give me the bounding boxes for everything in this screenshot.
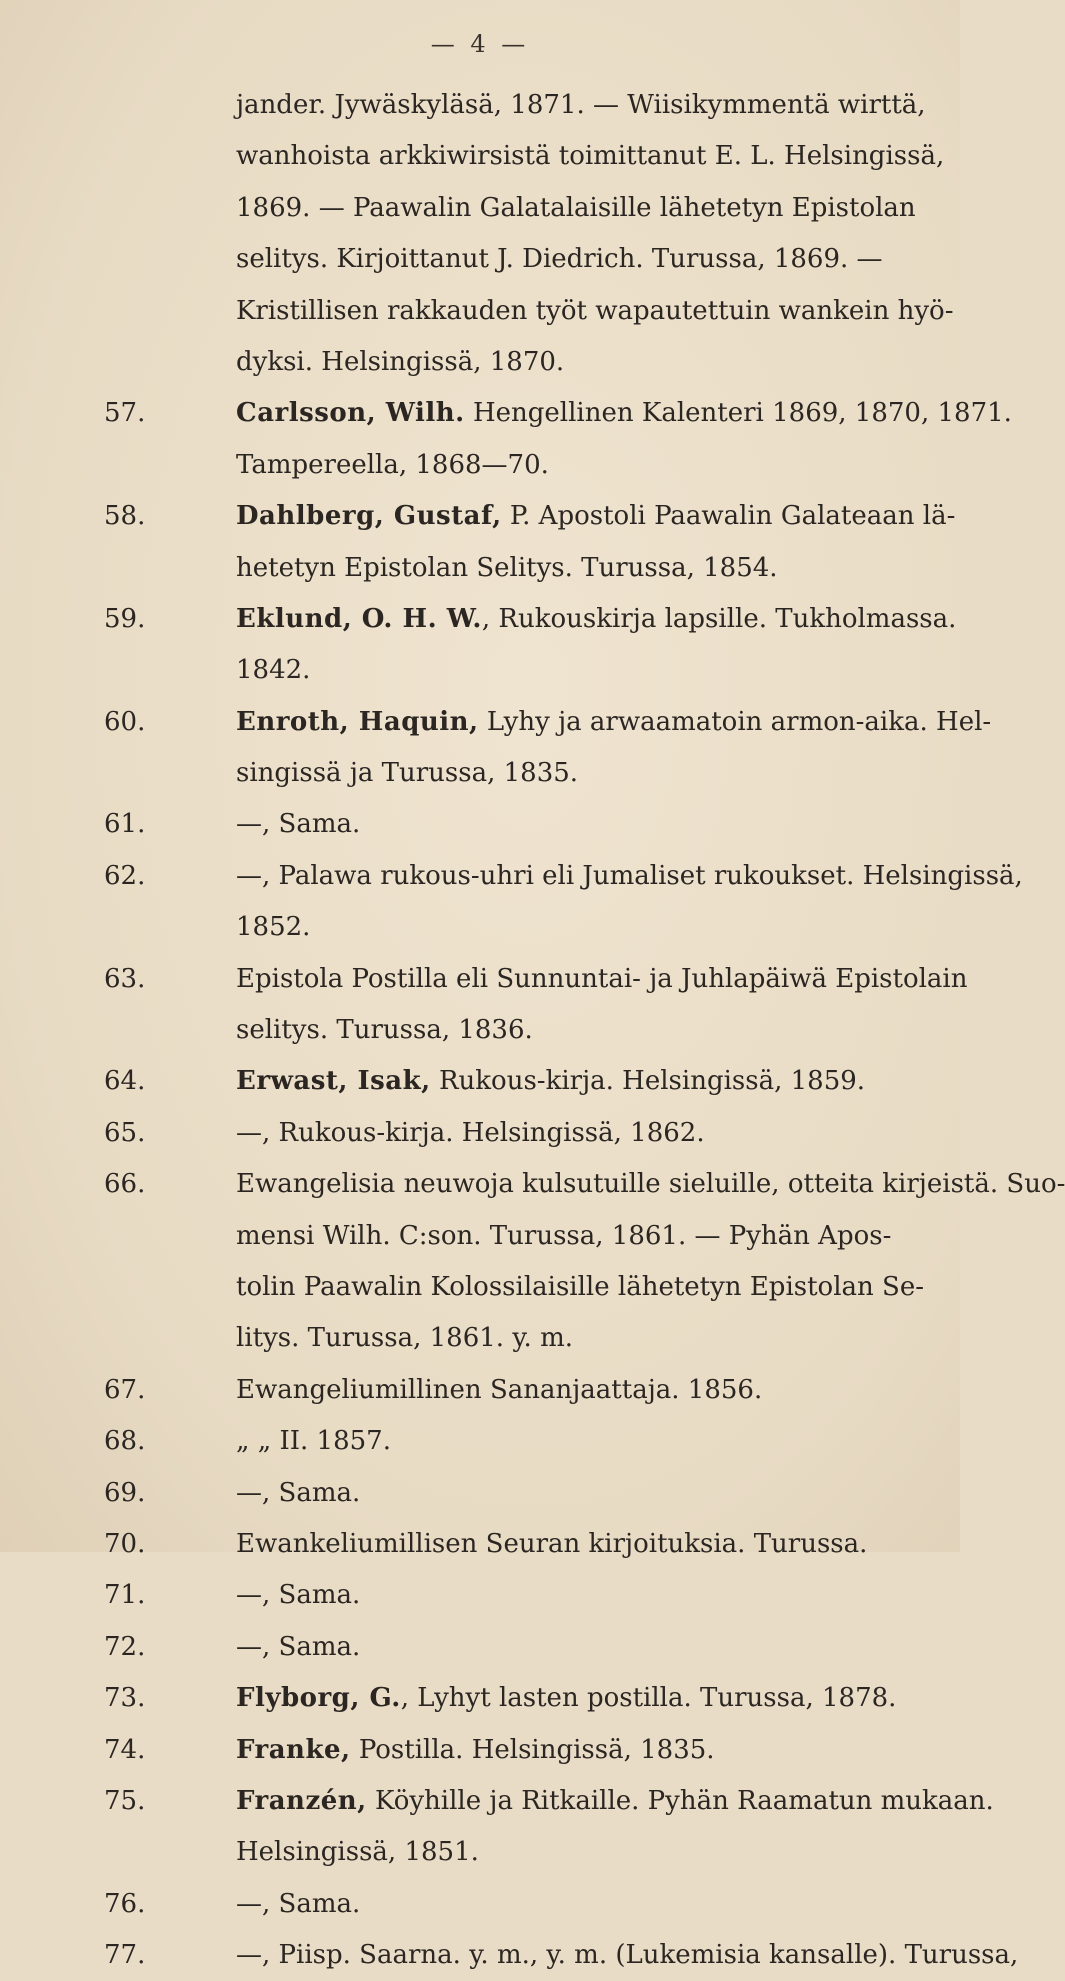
text-line (100, 1519, 900, 1570)
entry-text: singissä ja Turussa, 1835. (236, 758, 579, 789)
entry-text: Köyhille ja Ritkaille. Pyhän Raamatun mukaan. (366, 1785, 994, 1816)
line-number: 62. (104, 860, 146, 891)
line-number: 63. (104, 963, 146, 994)
text-line (100, 543, 900, 594)
text-line (100, 1005, 900, 1056)
line-number: 66. (104, 1169, 146, 1200)
line-number: 58. (104, 501, 146, 532)
author-name: Carlsson, Wilh. (236, 398, 465, 429)
entry-text: —, Palawa rukous-uhri eli Jumaliset rukoukset. Helsingissä, (236, 860, 1023, 891)
text-line (100, 1159, 1065, 1210)
text-line (100, 954, 968, 1005)
entry-text: jander. Jywäskyläsä, 1871. — Wiisikymmentä wirttä, (236, 90, 926, 120)
line-number: 65. (104, 1117, 146, 1148)
line-number: 59. (104, 603, 146, 634)
text-line (100, 1468, 900, 1519)
entry-text: wanhoista arkkiwirsistä toimittanut E. L. Helsingissä, (236, 141, 945, 172)
entry-text: Postilla. Helsingissä, 1835. (350, 1734, 715, 1765)
text-line (100, 1313, 900, 1364)
author-name: Flyborg, G. (236, 1683, 401, 1714)
line-number: 76. (104, 1888, 146, 1919)
line-number: 72. (104, 1631, 146, 1662)
entry-text: —, Sama. (236, 1631, 361, 1662)
text-line (100, 131, 945, 182)
text-line (100, 594, 957, 645)
line-number: 61. (104, 809, 146, 840)
entry-text: Rukous-kirja. Helsingissä, 1859. (430, 1066, 866, 1097)
entry-text: 1852. (236, 912, 311, 943)
text-line (100, 286, 954, 337)
line-number: 57. (104, 398, 146, 429)
text-line (100, 799, 900, 850)
author-name: Franzén, (236, 1785, 367, 1816)
entry-text: , Lyhyt lasten postilla. Turussa, 1878. (400, 1683, 897, 1714)
text-line (100, 1776, 994, 1827)
entry-text: Lyhy ja arwaamatoin armon-aika. Hel- (478, 706, 992, 737)
line-number: 74. (104, 1734, 146, 1765)
author-name: Franke, (236, 1734, 351, 1765)
author-name: Enroth, Haquin, (236, 706, 479, 737)
text-line (100, 80, 926, 131)
entry-text: tolin Paawalin Kolossilaisille lähetetyn Epistolan Se- (236, 1271, 925, 1302)
line-number: 73. (104, 1683, 146, 1714)
text-line (100, 1416, 900, 1467)
text-line (100, 1365, 900, 1416)
text-line (100, 851, 1023, 902)
entry-text: Helsingissä, 1851. (236, 1837, 479, 1868)
text-line (100, 645, 900, 696)
entry-text: „ „ II. 1857. (236, 1426, 391, 1457)
entry-text: —, Rukous-kirja. Helsingissä, 1862. (236, 1117, 705, 1148)
text-line (100, 1056, 900, 1107)
entry-text: Ewankeliumillisen Seuran kirjoituksia. Turussa. (236, 1528, 868, 1559)
page-number: — 4 — (430, 30, 530, 58)
entry-text: dyksi. Helsingissä, 1870. (236, 346, 565, 377)
entry-text: , Rukouskirja lapsille. Tukholmassa. (481, 603, 957, 634)
entry-text: Epistola Postilla eli Sunnuntai- ja Juhlapäiwä Epistolain (236, 963, 968, 994)
bibliography-entries (100, 80, 1065, 1981)
line-number: 60. (104, 706, 146, 737)
entry-text: Ewangelisia neuwoja kulsutuille sieluille, otteita kirjeistä. Suo- (236, 1169, 1065, 1200)
line-number: 69. (104, 1477, 146, 1508)
text-line (100, 440, 900, 491)
text-line (100, 491, 956, 542)
text-line (100, 1108, 900, 1159)
text-line (100, 1570, 900, 1621)
text-line (100, 1930, 1019, 1981)
text-line (100, 388, 1012, 439)
line-number: 68. (104, 1426, 146, 1457)
line-number: 71. (104, 1580, 146, 1611)
text-line (100, 1725, 900, 1776)
line-number: 75. (104, 1785, 146, 1816)
text-line (100, 1879, 900, 1930)
entry-text: P. Apostoli Paawalin Galateaan lä- (501, 501, 956, 532)
entry-text: Tampereella, 1868—70. (236, 449, 549, 480)
entry-text: —, Sama. (236, 1580, 361, 1611)
entry-text: selitys. Turussa, 1836. (236, 1015, 533, 1046)
author-name: Eklund, O. H. W. (236, 603, 482, 634)
entry-text: Kristillisen rakkauden työt wapautettuin wankein hyö- (236, 295, 954, 326)
entry-text: —, Piisp. Saarna. y. m., y. m. (Lukemisia kansalle). Turussa, (236, 1940, 1019, 1971)
text-line (100, 748, 900, 799)
author-name: Dahlberg, Gustaf, (236, 501, 502, 532)
line-number: 70. (104, 1528, 146, 1559)
entry-text: hetetyn Epistolan Selitys. Turussa, 1854. (236, 552, 778, 583)
text-line (100, 697, 992, 748)
text-line (100, 1262, 925, 1313)
entry-text: —, Sama. (236, 1888, 361, 1919)
author-name: Erwast, Isak, (236, 1066, 431, 1097)
text-line (100, 337, 900, 388)
text-line (100, 1211, 900, 1262)
entry-text: litys. Turussa, 1861. y. m. (236, 1323, 573, 1354)
text-line (100, 183, 916, 234)
text-line (100, 234, 900, 285)
entry-text: 1842. (236, 655, 311, 686)
text-line (100, 1622, 900, 1673)
line-number: 67. (104, 1374, 146, 1405)
text-line (100, 1673, 900, 1724)
entry-text: selitys. Kirjoittanut J. Diedrich. Turussa, 1869. — (236, 244, 883, 275)
entry-text: 1869. — Paawalin Galatalaisille lähetetyn Epistolan (236, 192, 916, 223)
text-line (100, 902, 900, 953)
text-line (100, 1827, 900, 1878)
entry-text: Ewangeliumillinen Sananjaattaja. 1856. (236, 1374, 763, 1405)
entry-text: mensi Wilh. C:son. Turussa, 1861. — Pyhän Apos- (236, 1220, 892, 1251)
entry-text: —, Sama. (236, 1477, 361, 1508)
line-number: 77. (104, 1940, 146, 1971)
entry-text: —, Sama. (236, 809, 361, 840)
line-number: 64. (104, 1066, 146, 1097)
entry-text: Hengellinen Kalenteri 1869, 1870, 1871. (464, 398, 1012, 429)
